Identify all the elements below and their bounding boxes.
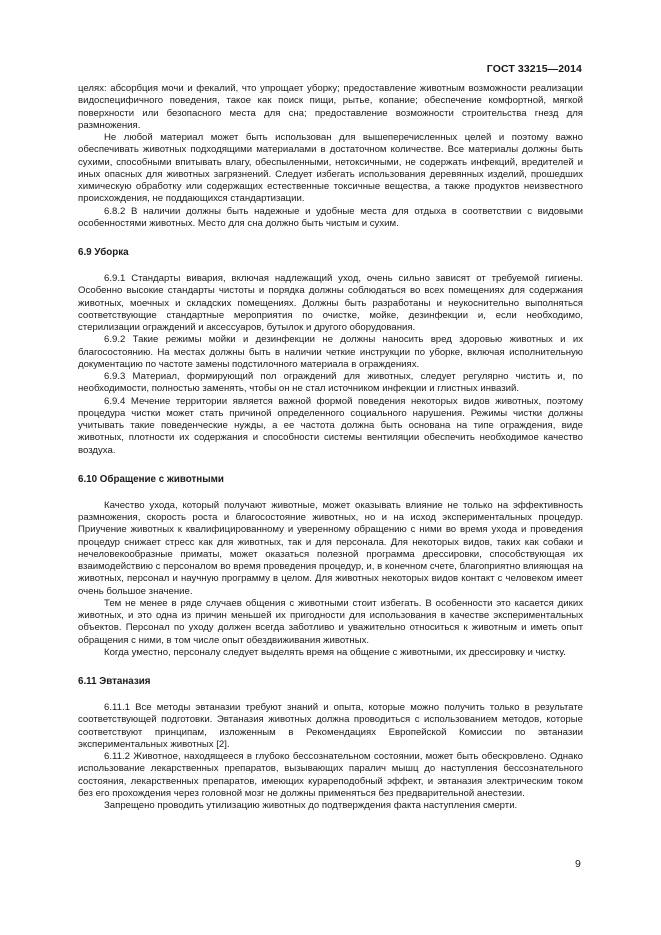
paragraph-6-9-3: 6.9.3 Материал, формирующий пол ограждений для животных, следует регулярно чистить и, по необходимости, полностью заменять, чтобы он не стал источником инфекции и глистных инвазий.	[78, 371, 583, 395]
paragraph-6-9-2: 6.9.2 Такие режимы мойки и дезинфекции не должны наносить вред здоровью животных и их благосостоянию. На местах должны быть в наличии четкие инструкции по уборке, включая исполнительную документацию по частоте замены подстилочного материала в ограждениях.	[78, 334, 583, 370]
paragraph: Запрещено проводить утилизацию животных до подтверждения факта наступления смерти.	[104, 800, 518, 811]
section-heading-6-11: 6.11 Эвтаназия	[78, 676, 151, 687]
section-heading-6-10: 6.10 Обращение с животными	[78, 473, 224, 485]
paragraph-6-11-2: 6.11.2 Животное, находящееся в глубоко бессознательном состоянии, может быть обескровлено. Однако использование лекарственных препаратов, вызывающих паралич мышц до наступления бессознательного состояния, лекарственных препаратов, имеющих курареподобный эффект, и эвтаназия электрическим током без его прохождения через головной мозг не должны применяться без предварительной анестезии.	[78, 751, 583, 799]
paragraph: Когда уместно, персоналу следует выделять время на общение с животными, их дрессировку и чистку.	[104, 646, 566, 658]
paragraph-6-9-4: 6.9.4 Мечение территории является важной формой поведения некоторых видов животных, поэтому процедура чистки может стать причиной определенного социального нарушения. Режимы чистки должны учитывать такие поведенческие нужды, а ее частота должна быть основана на типе ограждения, виде животных, плотности их содержания и способности системы вентиляции обеспечить необходимое качество воздуха.	[78, 395, 583, 456]
paragraph-6-9-1: 6.9.1 Стандарты вивария, включая надлежащий уход, очень сильно зависят от требуемой гигиены. Особенно высокие стандарты чистоты и порядка должны соблюдаться во всех помещениях для содержания животных, моечных и складских помещениях. Должны быть разработаны и неукоснительно выполняться соответствующие стандартные мероприятия по очистке, мойке, дезинфекции и, если необходимо, стерилизации ограждений и аксессуаров, бутылок и другого оборудования.	[78, 273, 583, 333]
page-number: 9	[575, 858, 581, 870]
page-content	[78, 83, 583, 812]
paragraph-6-8-2: 6.8.2 В наличии должны быть надежные и удобные места для отдыха в соответствии с видовыми особенностями животных. Место для сна должно быть чистым и сухим.	[78, 205, 583, 229]
paragraph: Не любой материал может быть использован для вышеперечисленных целей и поэтому важно обеспечивать животных подходящими материалами в достаточном количестве. Все материалы должны быть сухими, способными впитывать влагу, обеспыленными, нетоксичными, не содержать инфекций, вредителей и иных опасных для животных загрязнений. Следует избегать использования деревянных изделий, прошедших химическую обработку или содержащих естественные токсичные вещества, а также продуктов неизвестного происхождения, не поддающихся стандартизации.	[78, 132, 583, 205]
paragraph: Тем не менее в ряде случаев общения с животными стоит избегать. В особенности это касается диких животных, и это одна из причин меньшей их пригодности для использования в качестве экспериментальных объектов. Персонал по уходу должен всегда заботливо и уважительно относиться к животным и иметь опыт обращения с ними, в том числе опыт обездвиживания животных.	[78, 597, 583, 646]
paragraph: Качество ухода, который получают животные, может оказывать влияние не только на эффективность размножения, скорость роста и благосостояние животных, но и на исход экспериментальных процедур. Приучение животных к квалифицированному и уверенному обращению с ними во время ухода и проведения процедур снижает стресс как для животных, так и для персонала. Для некоторых видов, таких как собаки и нечеловекообразные приматы, может оказаться полезной программа дрессировки, способствующая их взаимодействию с персоналом во время проведения процедур, и, в конечном счете, благоприятно влияющая на животных, персонал и научную программу в целом. Для животных некоторых видов контакт с человеком имеет очень большое значение.	[78, 499, 583, 597]
standard-header: ГОСТ 33215—2014	[486, 63, 582, 75]
section-heading-6-9: 6.9 Уборка	[78, 247, 129, 258]
paragraph-6-11-1: 6.11.1 Все методы эвтаназии требуют знаний и опыта, которые можно получить только в результате соответствующей подготовки. Эвтаназия животных должна проводиться с использованием методов, которые соответствуют принципам, изложенным в Рекомендациях Европейской Комиссии по эвтаназии экспериментальных животных [2].	[78, 702, 583, 750]
paragraph-continued: целях: абсорбция мочи и фекалий, что упрощает уборку; предоставление животным возможности реализации видоспецифичного поведения, такое как поиск пищи, рытье, копание; обеспечение комфортной, мягкой поверхности или безопасного места для сна; предоставление возможности строительства гнезд для размножения.	[78, 83, 583, 131]
